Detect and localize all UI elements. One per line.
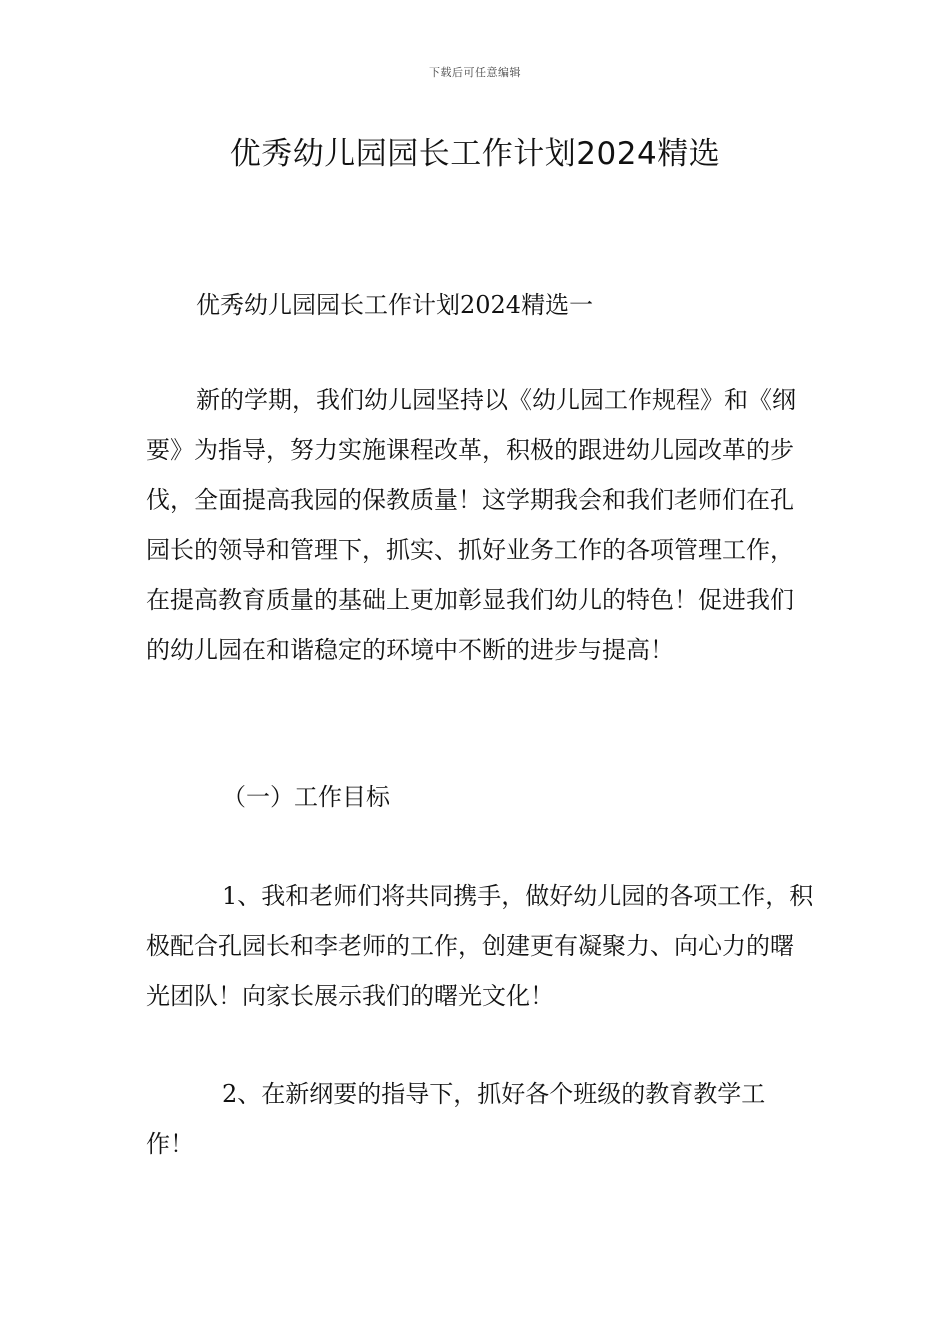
document-title: 优秀幼儿园园长工作计划2024精选 bbox=[229, 136, 721, 172]
section-heading: （一）工作目标 bbox=[222, 783, 390, 811]
goal-item-2: 2、在新纲要的指导下，抓好各个班级的教育教学工作！ bbox=[146, 1080, 766, 1158]
goal-item-1: 1、我和老师们将共同携手，做好幼儿园的各项工作，积极配合孔园长和李老师的工作，创建更有凝聚力、向心力的曙光团队！向家长展示我们的曙光文化！ bbox=[146, 882, 814, 1010]
intro-paragraph: 新的学期，我们幼儿园坚持以《幼儿园工作规程》和《纲要》为指导，努力实施课程改革，积极的跟进幼儿园改革的步伐，全面提高我园的保教质量！这学期我会和我们老师们在孔园长的领导和管理下，抓实、抓好业务工作的各项管理工作，在提高教育质量的基础上更加彰显我们幼儿的特色！促进我们的幼儿园在和谐稳定的环境中不断的进步与提高！ bbox=[146, 386, 796, 664]
header-note: 下载后可任意编辑 bbox=[429, 66, 521, 79]
document-subtitle: 优秀幼儿园园长工作计划2024精选一 bbox=[196, 291, 594, 319]
